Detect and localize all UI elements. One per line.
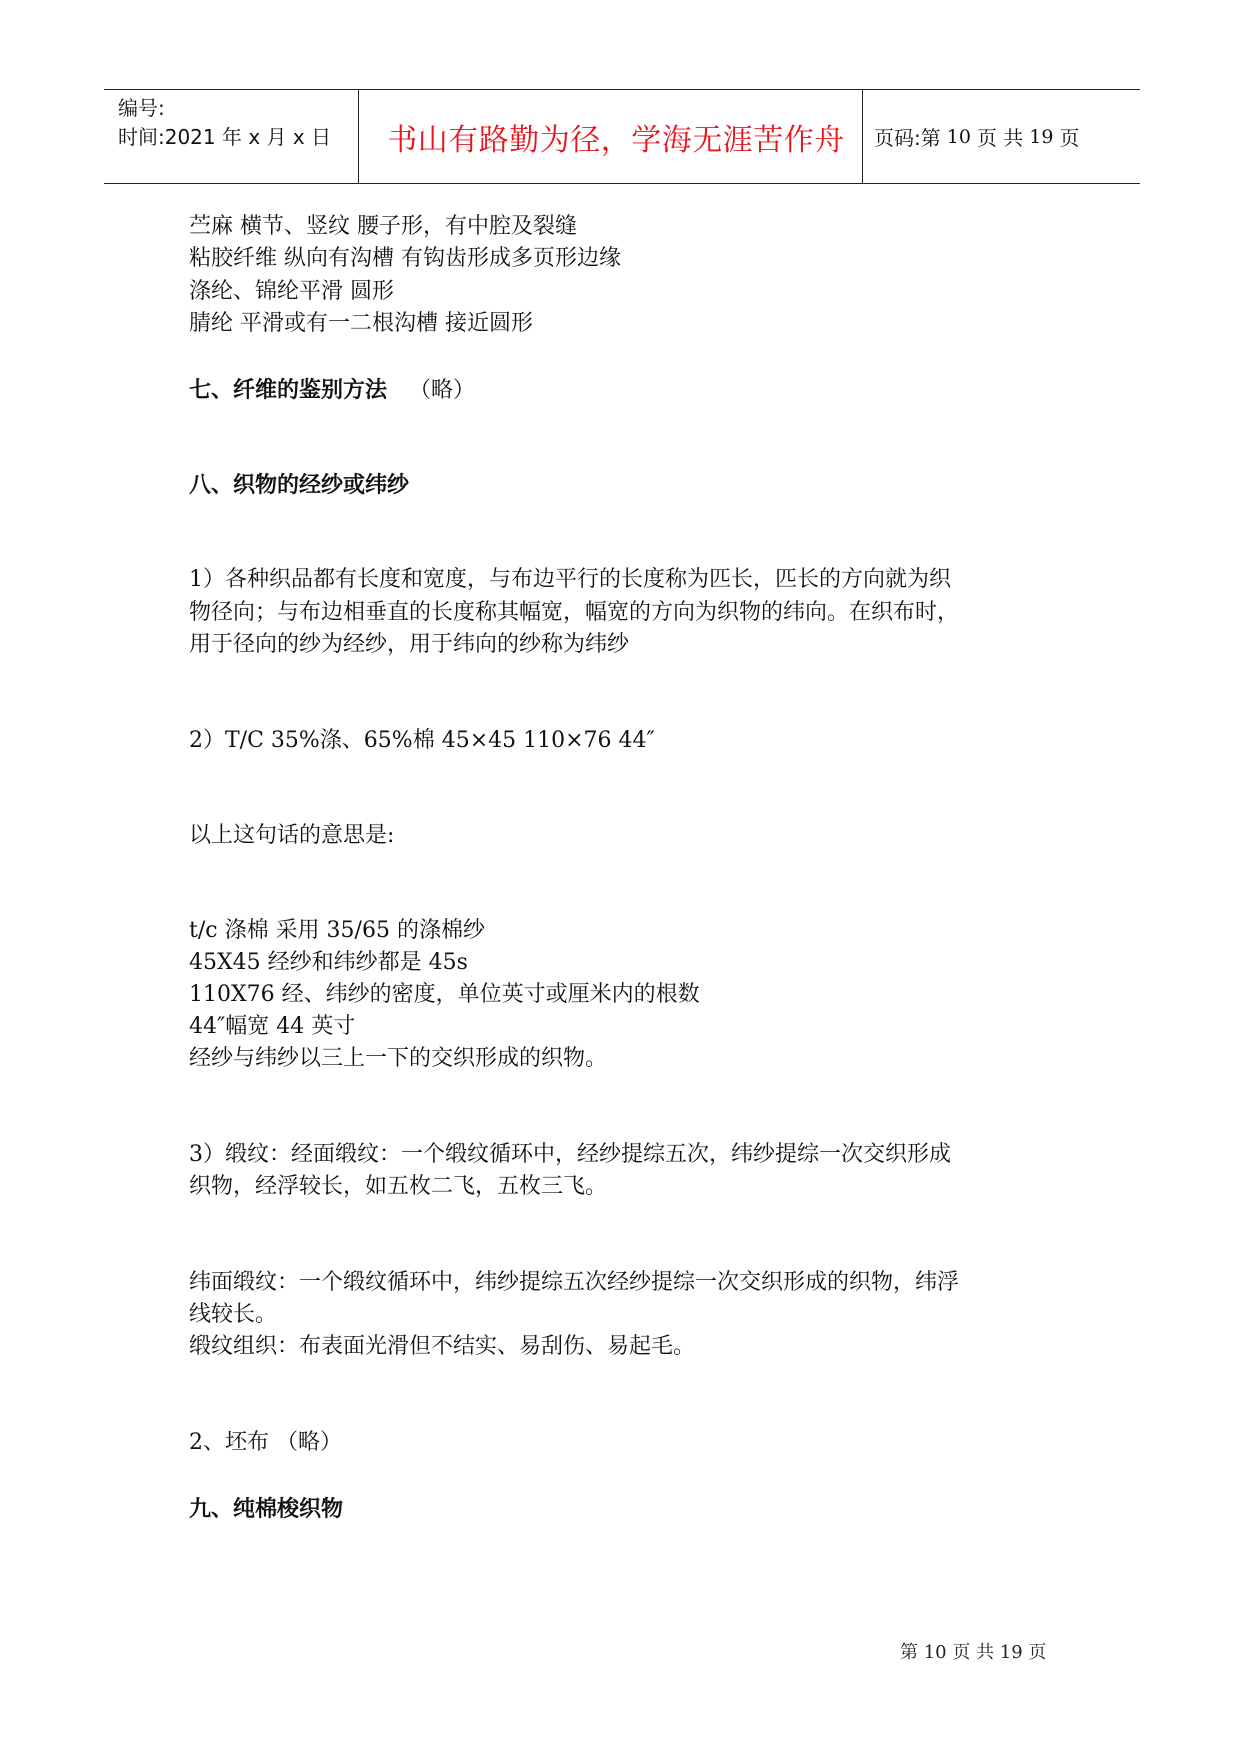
fiber-line: 涤纶、锦纶平滑 圆形 [189,279,394,304]
paragraph-line: 织物，经浮较长，如五枚二飞，五枚三飞。 [189,1174,608,1199]
explain-line: 45X45 经纱和纬纱都是 45s [189,950,468,975]
paragraph-line: 3）缎纹：经面缎纹：一个缎纹循环中，经纱提综五次，纬纱提综一次交织形成 [189,1142,951,1167]
paragraph-line: 缎纹组织：布表面光滑但不结实、易刮伤、易起毛。 [189,1334,696,1359]
paragraph-line: 用于径向的纱为经纱，用于纬向的纱称为纬纱 [189,632,630,657]
section-heading-9: 九、纯棉梭织物 [189,1497,344,1522]
page-mid: 页 共 [976,126,1024,150]
page-header [104,89,1140,184]
page-prefix: 页码:第 [874,126,941,150]
page-total: 19 [1029,125,1054,148]
fiber-line: 苎麻 横节、竖纹 腰子形，有中腔及裂缝 [189,214,577,239]
paragraph-line: 以上这句话的意思是: [189,823,395,848]
explain-line: 经纱与纬纱以三上一下的交织形成的织物。 [189,1046,608,1071]
section-heading-7 [189,375,475,407]
section-7-title: 七、纤维的鉴别方法 [189,378,388,403]
document-number-label: 编号: [118,96,165,120]
fiber-line: 粘胶纤维 纵向有沟槽 有钩齿形成多页形边缘 [189,246,621,271]
page-footer: 第 10 页 共 19 页 [900,1642,1047,1663]
header-divider [358,90,359,183]
paragraph-line: 纬面缎纹：一个缎纹循环中，纬纱提综五次经纱提综一次交织形成的织物，纬浮 [189,1270,960,1295]
header-meta [118,94,331,152]
document-time-label: 时间:2021 年 x 月 x 日 [118,125,332,149]
section-7-note: （略） [409,378,476,403]
header-divider [862,90,863,183]
header-motto: 书山有路勤为径，学海无涯苦作舟 [387,122,845,158]
paragraph-line: 线较长。 [189,1302,278,1327]
paragraph-line: 2、坯布 （略） [189,1430,342,1455]
explain-line: 44″幅宽 44 英寸 [189,1014,356,1039]
page-suffix: 页 [1059,126,1080,150]
explain-line: 110X76 经、纬纱的密度，单位英寸或厘米内的根数 [189,982,700,1007]
paragraph-line: 物径向；与布边相垂直的长度称其幅宽，幅宽的方向为织物的纬向。在织布时， [189,600,960,625]
paragraph-line: 1）各种织品都有长度和宽度，与布边平行的长度称为匹长，匹长的方向就为织 [189,567,951,592]
section-heading-8: 八、织物的经纱或纬纱 [189,473,410,498]
page-current: 10 [946,125,971,148]
paragraph-line: 2）T/C 35%涤、65%棉 45×45 110×76 44″ [189,728,655,753]
header-page-number [874,90,1079,183]
fiber-line: 腈纶 平滑或有一二根沟槽 接近圆形 [189,311,533,336]
explain-line: t/c 涤棉 采用 35/65 的涤棉纱 [189,918,485,943]
